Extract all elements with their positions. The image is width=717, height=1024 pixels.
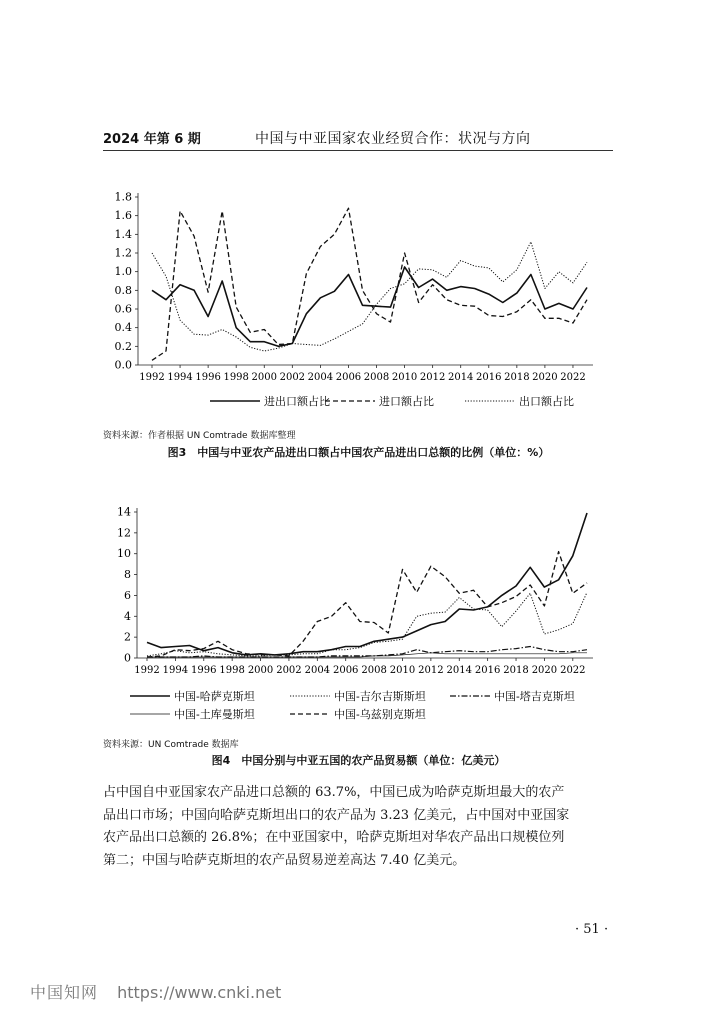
x-tick-label: 2020 [531, 665, 558, 676]
x-tick-label: 1996 [195, 372, 221, 383]
figure-3-caption: 图3 中国与中亚农产品进出口额占中国农产品进出口总额的比例（单位：%） [167, 446, 550, 459]
y-tick-label: 2 [124, 630, 131, 644]
y-tick-label: 8 [124, 568, 131, 582]
x-tick-label: 2004 [304, 665, 331, 676]
header-rule [103, 150, 613, 151]
x-tick-label: 2010 [391, 372, 418, 383]
legend-label: 中国-吉尔吉斯斯坦 [334, 690, 426, 703]
x-tick-label: 2006 [332, 665, 359, 676]
y-tick-label: 1.8 [114, 190, 132, 204]
x-tick-label: 1998 [219, 665, 245, 676]
series-line-中国-吉尔吉斯斯坦 [147, 592, 587, 656]
x-tick-label: 2022 [560, 372, 586, 383]
x-tick-label: 2004 [307, 372, 334, 383]
y-tick-label: 0.6 [114, 302, 132, 316]
body-paragraph [103, 782, 613, 872]
y-tick-label: 10 [117, 547, 131, 561]
footer-url[interactable]: https://www.cnki.net [117, 983, 282, 1002]
x-tick-label: 2010 [389, 665, 416, 676]
footer-watermark [30, 980, 281, 1003]
series-line-中国-哈萨克斯坦 [147, 513, 587, 655]
x-tick-label: 2000 [251, 372, 277, 383]
x-tick-label: 2014 [447, 372, 474, 383]
x-tick-label: 2006 [335, 372, 362, 383]
x-tick-label: 1992 [139, 372, 165, 383]
series-line-进出口额占比 [152, 267, 587, 346]
x-tick-label: 1994 [167, 372, 193, 383]
x-tick-label: 2018 [504, 372, 530, 383]
figure-3-chart [100, 185, 610, 415]
legend-label: 中国-塔吉克斯坦 [494, 690, 575, 703]
x-tick-label: 2016 [474, 665, 501, 676]
body-line: 农产品出口总额的 26.8%；在中亚国家中，哈萨克斯坦对华农产品出口规模位列 [103, 830, 565, 845]
series-line-进口额占比 [152, 208, 587, 360]
legend-label: 进出口额占比 [264, 395, 330, 408]
x-tick-label: 2016 [476, 372, 502, 383]
legend-label: 中国-土库曼斯坦 [174, 708, 255, 721]
y-tick-label: 0.0 [114, 358, 132, 372]
x-tick-label: 2008 [363, 372, 390, 383]
x-tick-label: 1994 [162, 665, 189, 676]
x-tick-label: 2002 [279, 372, 306, 383]
journal-issue: 2024 年第 6 期 [103, 132, 201, 147]
x-tick-label: 2014 [446, 665, 472, 676]
x-tick-label: 2012 [418, 665, 444, 676]
y-tick-label: 1.0 [114, 265, 132, 279]
y-tick-label: 0.8 [114, 283, 132, 297]
y-tick-label: 4 [124, 609, 131, 623]
y-tick-label: 0 [124, 651, 131, 665]
x-tick-label: 2022 [560, 665, 586, 676]
legend-label: 中国-乌兹别克斯坦 [334, 708, 426, 721]
x-tick-label: 2020 [532, 372, 558, 383]
x-tick-label: 1996 [191, 665, 217, 676]
figure-4-source: 资料来源：UN Comtrade 数据库 [103, 740, 239, 750]
page-number: · 51 · [575, 922, 609, 937]
y-tick-label: 1.4 [114, 227, 132, 241]
legend-label: 中国-哈萨克斯坦 [174, 690, 255, 703]
x-tick-label: 2002 [276, 665, 302, 676]
figure-4-caption: 图4 中国分别与中亚五国的农产品贸易额（单位：亿美元） [211, 754, 506, 767]
running-title: 中国与中亚国家农业经贸合作：状况与方向 [255, 131, 531, 147]
y-tick-label: 12 [117, 526, 131, 540]
y-tick-label: 6 [124, 588, 131, 602]
body-line: 品出口市场；中国向哈萨克斯坦出口的农产品为 3.23 亿美元，占中国对中亚国家 [103, 807, 570, 823]
x-tick-label: 1992 [134, 665, 160, 676]
figure-4-chart [100, 498, 610, 726]
y-tick-label: 1.6 [114, 209, 132, 223]
x-tick-label: 2008 [361, 665, 387, 676]
y-tick-label: 0.2 [114, 339, 132, 353]
y-tick-label: 0.4 [114, 321, 132, 335]
legend-label: 出口额占比 [519, 395, 574, 408]
series-line-出口额占比 [152, 242, 587, 351]
y-tick-label: 14 [117, 505, 131, 519]
x-tick-label: 2000 [247, 665, 274, 676]
legend-label: 进口额占比 [379, 395, 434, 408]
x-tick-label: 2012 [419, 372, 446, 383]
figure-3-source: 资料来源：作者根据 UN Comtrade 数据库整理 [103, 431, 296, 441]
x-tick-label: 2018 [503, 665, 529, 676]
body-line: 第二；中国与哈萨克斯坦的农产品贸易逆差高达 7.40 亿美元。 [103, 852, 466, 868]
y-tick-label: 1.2 [114, 246, 132, 260]
x-tick-label: 1998 [223, 372, 249, 383]
footer-brand: 中国知网 [30, 983, 99, 1002]
body-line: 占中国自中亚国家农产品进口总额的 63.7%，中国已成为哈萨克斯坦最大的农产 [103, 785, 565, 800]
